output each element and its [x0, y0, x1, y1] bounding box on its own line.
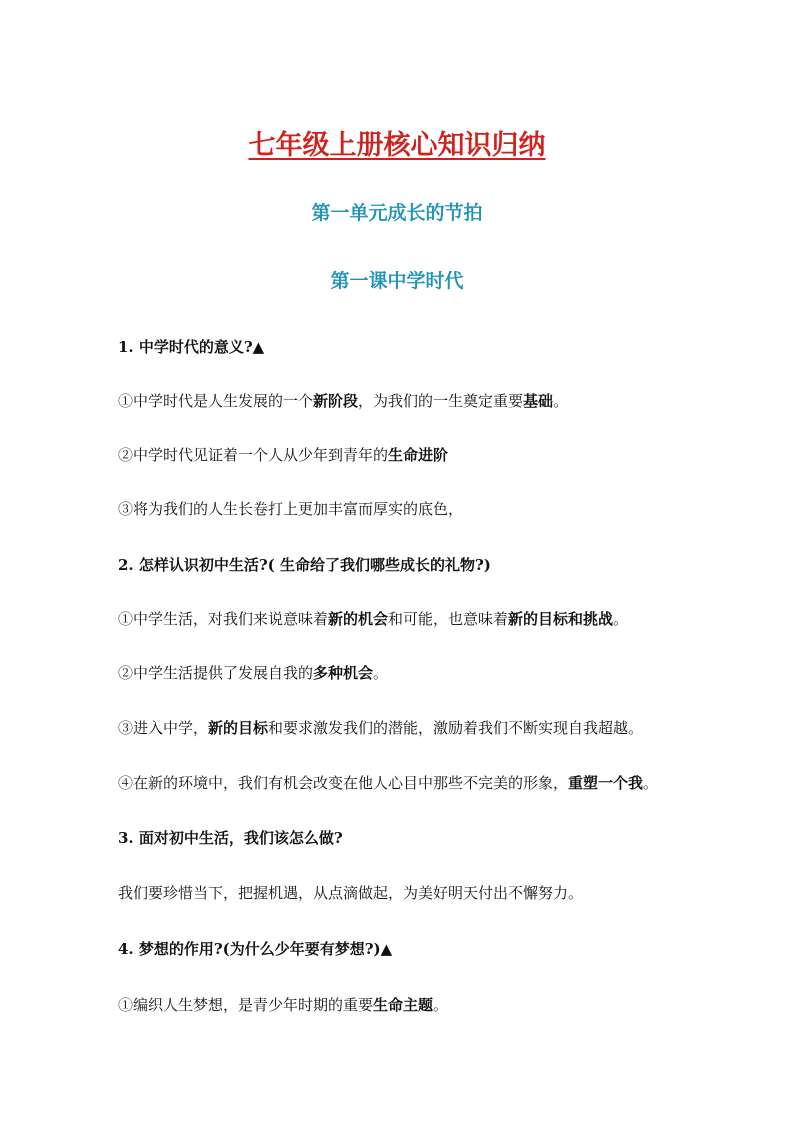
answer-1-1: ①中学时代是人生发展的一个新阶段，为我们的一生奠定重要基础。: [118, 392, 569, 410]
answer-1-2: ②中学时代见证着一个人从少年到青年的生命进阶: [118, 446, 449, 464]
keyword: 重塑一个我: [568, 774, 644, 792]
keyword: 新的目标: [208, 719, 269, 737]
keyword: 新的机会: [328, 610, 389, 628]
answer-2-2: ②中学生活提供了发展自我的多种机会。: [118, 664, 389, 682]
question-3: 3. 面对初中生活，我们该怎么做?: [118, 829, 343, 847]
question-4: 4. 梦想的作用?(为什么少年要有梦想?)▲: [118, 940, 393, 958]
lesson-title: 第一课中学时代: [330, 270, 464, 292]
keyword: 生命进阶: [388, 446, 449, 464]
unit-title: 第一单元成长的节拍: [311, 202, 483, 224]
keyword: 多种机会: [313, 664, 374, 682]
answer-3-1: 我们要珍惜当下，把握机遇，从点滴做起，为美好明天付出不懈努力。: [118, 884, 584, 902]
keyword: 基础: [523, 392, 554, 410]
question-2: 2. 怎样认识初中生活?( 生命给了我们哪些成长的礼物?): [118, 556, 491, 574]
answer-4-1: ①编织人生梦想，是青少年时期的重要生命主题。: [118, 996, 449, 1014]
question-1: 1. 中学时代的意义?▲: [118, 338, 265, 356]
keyword: 新阶段: [313, 392, 359, 410]
answer-1-3: ③将为我们的人生长卷打上更加丰富而厚实的底色，: [118, 500, 464, 518]
answer-2-3: ③进入中学，新的目标和要求激发我们的潜能，激励着我们不断实现自我超越。: [118, 719, 644, 737]
answer-2-1: ①中学生活，对我们来说意味着新的机会和可能，也意味着新的目标和挑战。: [118, 610, 629, 628]
keyword: 生命主题: [373, 996, 434, 1014]
keyword: 新的目标和挑战: [508, 610, 614, 628]
document-title: 七年级上册核心知识归纳: [248, 130, 546, 161]
answer-2-4: ④在新的环境中，我们有机会改变在他人心目中那些不完美的形象，重塑一个我。: [118, 774, 659, 792]
